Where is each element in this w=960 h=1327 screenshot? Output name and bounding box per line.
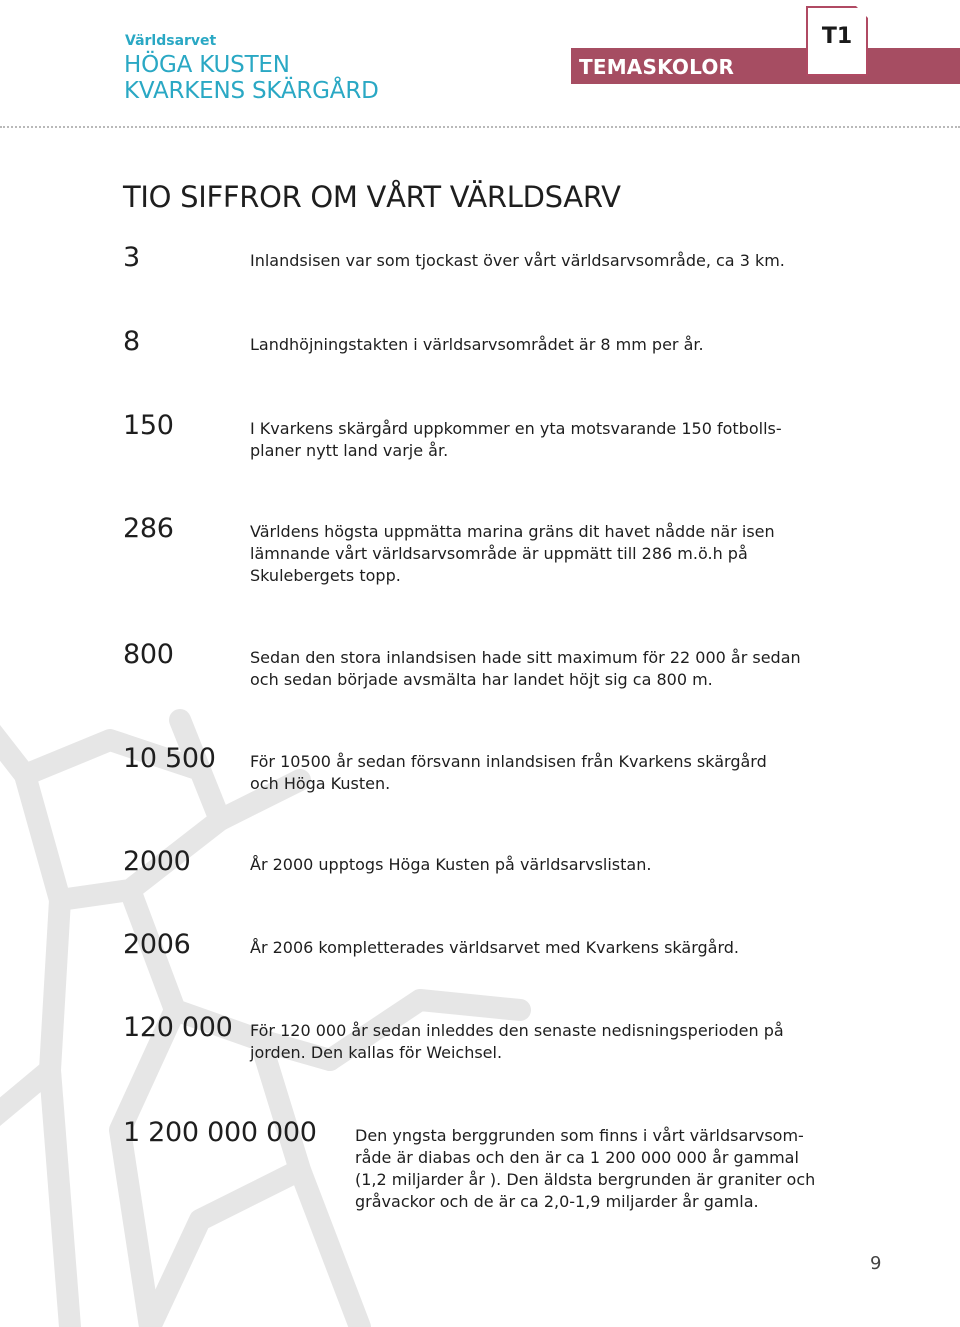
fact-text: Världens högsta uppmätta marina gräns dit havet nådde när isen lämnande vårt världsarvsområde är uppmätt till 286 m.ö.h på Skulebergets topp.	[250, 522, 775, 585]
section-tab	[806, 6, 868, 76]
fact-text: För 120 000 år sedan inleddes den senaste nedisningsperioden på jorden. Den kallas för Weichsel.	[250, 1021, 784, 1062]
header-title-line-2: KVARKENS SKÄRGÅRD	[124, 78, 379, 104]
fact-number: 2000	[123, 846, 191, 877]
page-heading: TIO SIFFROR OM VÅRT VÄRLDSARV	[123, 180, 621, 214]
folded-corner-icon	[856, 6, 868, 18]
header-title-line-1: HÖGA KUSTEN	[124, 52, 290, 78]
fact-number: 10 500	[123, 743, 216, 774]
fact-number: 8	[123, 326, 140, 357]
fact-text: I Kvarkens skärgård uppkommer en yta motsvarande 150 fotbolls-planer nytt land varje år.	[250, 419, 782, 460]
fact-number: 800	[123, 639, 174, 670]
fact-number: 2006	[123, 929, 191, 960]
theme-label: TEMASKOLOR	[579, 55, 735, 79]
fact-text: För 10500 år sedan försvann inlandsisen från Kvarkens skärgård och Höga Kusten.	[250, 752, 767, 793]
fact-text: Sedan den stora inlandsisen hade sitt maximum för 22 000 år sedan och sedan började avsmälta har landet höjt sig ca 800 m.	[250, 648, 801, 689]
fact-number: 286	[123, 513, 174, 544]
fact-text: Inlandsisen var som tjockast över vårt världsarvsområde, ca 3 km.	[250, 251, 785, 270]
header-divider	[0, 126, 960, 128]
fact-number: 150	[123, 410, 174, 441]
fact-text: Den yngsta berggrunden som finns i vårt världsarvsom-råde är diabas och den är ca 1 200 000 000 år gammal (1,2 miljarder år ). Den äldsta bergrunden är graniter och gråvackor och de är ca 2,0-1,9 miljarder år gamla.	[355, 1126, 816, 1211]
theme-bar	[571, 48, 960, 84]
fact-number: 1 200 000 000	[123, 1117, 317, 1148]
fact-text: Landhöjningstakten i världsarvsområdet är 8 mm per år.	[250, 335, 704, 354]
header-title	[124, 52, 379, 104]
section-tab-label: T1	[821, 24, 853, 49]
header-kicker: Världsarvet	[125, 33, 217, 49]
fact-number: 3	[123, 242, 140, 273]
page-number: 9	[870, 1253, 882, 1274]
fact-text: År 2006 kompletterades världsarvet med Kvarkens skärgård.	[250, 938, 740, 957]
fact-text: År 2000 upptogs Höga Kusten på världsarvslistan.	[250, 855, 652, 874]
fact-number: 120 000	[123, 1012, 233, 1043]
